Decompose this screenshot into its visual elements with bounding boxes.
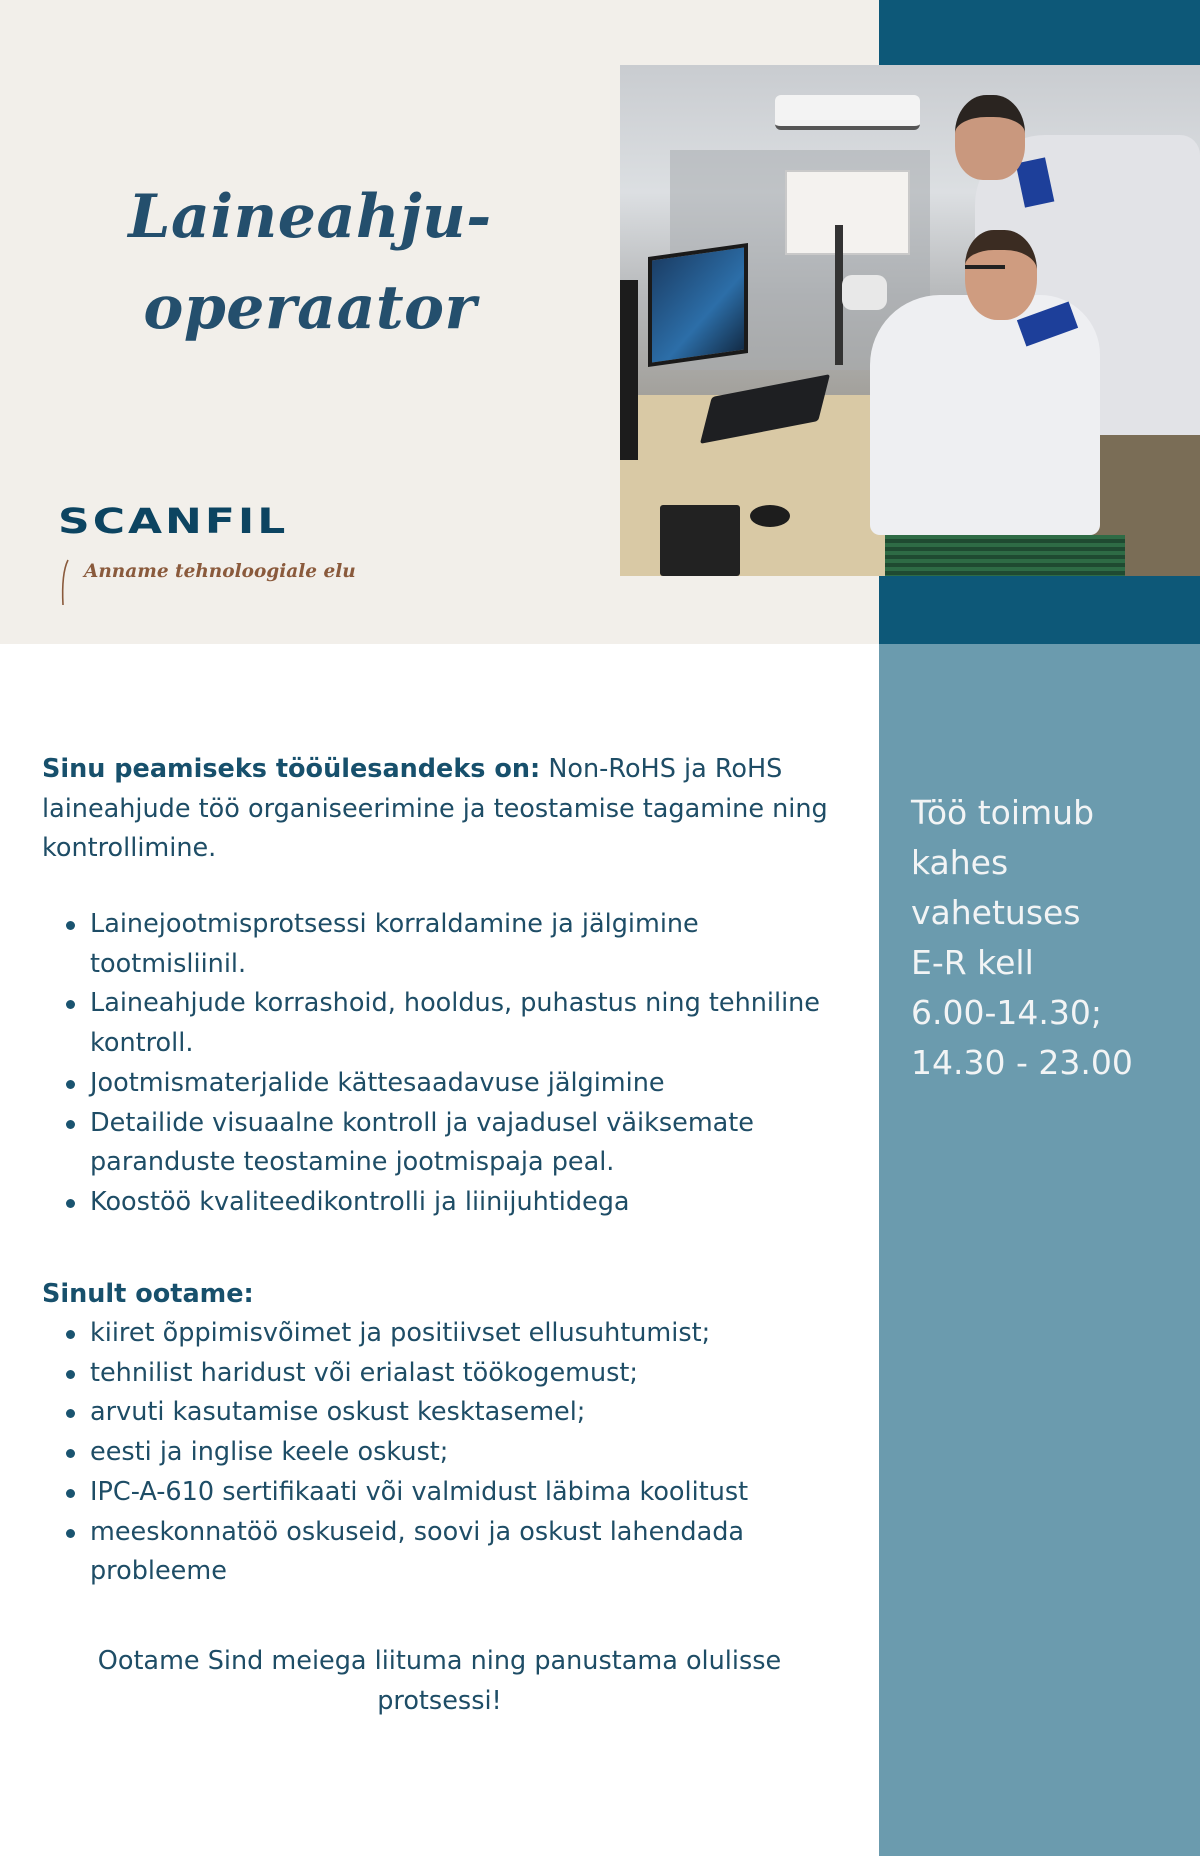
requirements-heading: Sinult ootame: <box>42 1279 254 1309</box>
photo-ceiling-lamp <box>775 95 920 130</box>
closing-line-1: Ootame Sind meiega liituma ning panustama olulisse <box>97 1646 782 1676</box>
duties-list <box>42 905 842 1223</box>
requirement-item: tehnilist haridust või erialast töökogemust; <box>42 1354 842 1394</box>
duty-item: Laineahjude korrashoid, hooldus, puhastus ning tehniline kontroll. <box>42 984 842 1063</box>
duty-item: Koostöö kvaliteedikontrolli ja liinijuhtidega <box>42 1183 842 1223</box>
tagline-swoosh-icon <box>60 558 70 606</box>
photo-person-standing-head <box>955 95 1025 180</box>
photo-mouse <box>750 505 790 527</box>
photo-pcb-stack <box>885 535 1125 576</box>
requirement-item: arvuti kasutamise oskust kesktasemel; <box>42 1393 842 1433</box>
hero-photo <box>620 65 1200 576</box>
closing-message <box>0 1642 879 1721</box>
schedule-line: vahetuses <box>911 893 1081 932</box>
photo-microscope-head <box>842 275 887 310</box>
brand-tagline: Anname tehnoloogiale elu <box>84 561 356 582</box>
schedule-line: E-R kell <box>911 943 1034 982</box>
photo-person-seated-head <box>965 230 1037 320</box>
requirement-item: eesti ja inglise keele oskust; <box>42 1433 842 1473</box>
requirement-item: meeskonnatöö oskuseid, soovi ja oskust lahendada probleeme <box>42 1513 842 1592</box>
duty-item: Detailide visuaalne kontroll ja vajadusel väiksemate paranduste teostamine jootmispaja peal. <box>42 1104 842 1183</box>
duty-item: Lainejootmisprotsessi korraldamine ja jälgimine tootmisliinil. <box>42 905 842 984</box>
job-title-line-2: operaator <box>143 273 477 343</box>
requirement-item: IPC-A-610 sertifikaati või valmidust läbima koolitust <box>42 1473 842 1513</box>
schedule-line: 6.00-14.30; <box>911 993 1102 1032</box>
photo-monitor <box>648 243 748 367</box>
photo-whiteboard <box>785 170 910 255</box>
duty-item: Jootmismaterjalide kättesaadavuse jälgimine <box>42 1064 842 1104</box>
closing-line-2: protsessi! <box>377 1685 502 1716</box>
intro-text: Non-RoHS ja RoHS laineahjude töö organiseerimine ja teostamise tagamine ning kontrollimine. <box>42 754 828 864</box>
job-title <box>100 172 520 354</box>
schedule-line: 14.30 - 23.00 <box>911 1043 1133 1082</box>
intro-paragraph <box>42 750 832 869</box>
requirements-list <box>42 1314 842 1592</box>
photo-side-monitor <box>620 280 638 460</box>
schedule-line: Töö toimub <box>911 793 1095 832</box>
work-schedule <box>911 788 1191 1088</box>
photo-keyboard-2 <box>660 505 740 576</box>
requirement-item: kiiret õppimisvõimet ja positiivset ellusuhtumist; <box>42 1314 842 1354</box>
schedule-line: kahes <box>911 843 1009 882</box>
scanfil-logo: SCANFIL <box>58 501 289 542</box>
job-title-line-1: Laineahju- <box>128 182 492 252</box>
photo-glasses <box>965 265 1005 269</box>
intro-label: Sinu peamiseks tööülesandeks on: <box>42 754 541 784</box>
